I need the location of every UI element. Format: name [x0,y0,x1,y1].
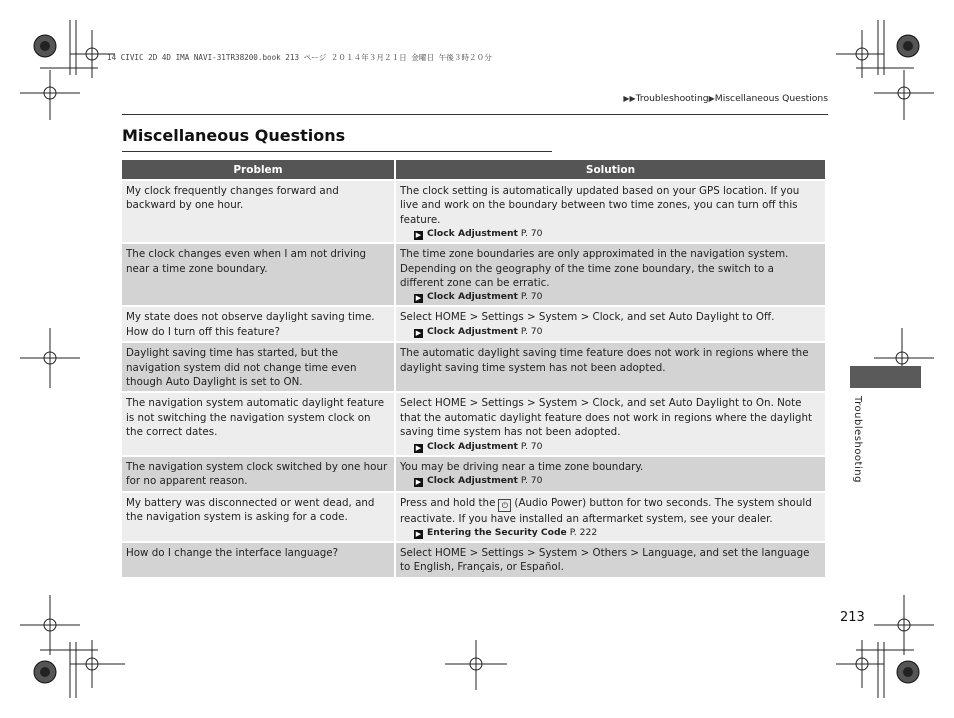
text: to [739,311,756,324]
keyword: Clock [592,397,621,410]
text: Select [400,397,436,410]
breadcrumb-current: Miscellaneous Questions [714,93,828,104]
keyword: Español [520,561,561,574]
cross-reference[interactable] [414,474,820,487]
xref-label: Clock Adjustment [427,228,518,240]
table-row [122,179,825,242]
solution-cell [396,242,825,305]
keyword: Français [457,561,500,574]
breadcrumb-separator: ▶ [708,94,715,103]
keyword: Language [642,546,694,559]
section-title: Miscellaneous Questions [122,126,346,145]
faq-table [122,160,825,577]
separator: > [577,311,593,324]
table-row [122,541,825,577]
solution-cell: The automatic daylight saving time feature does not work in regions where the daylight saving time system has not been adopted. [396,341,825,391]
power-icon: ⏻ [498,499,511,512]
keyword: Settings [481,311,524,324]
problem-cell: My battery was disconnected or went dead, and the navigation system is asking for a code. [122,491,396,541]
solution-text [400,310,820,324]
table-row [122,491,825,541]
separator: > [466,546,482,559]
arrow-right-icon: ▶ [415,294,422,303]
keyword: HOME [435,546,467,559]
text: . [299,376,303,389]
page-number: 213 [840,610,865,625]
keyword: HOME [435,311,467,324]
keyword: Clock [592,311,621,324]
keyword: System [538,397,578,410]
title-rule [122,151,552,152]
text: . Note that the automatic daylight feature does not work in regions where the daylight saving time system has not been adopted. [400,397,813,439]
solution-text [400,396,820,439]
xref-label: Clock Adjustment [427,325,518,337]
solution-text: You may be driving near a time zone boundary. [400,460,644,473]
solution-text: The time zone boundaries are only approximated in the navigation system. Depending on the geography of the time zone boundary, the switch to a different zone can be erratic. [400,248,789,290]
separator: > [466,311,482,324]
text: Select [400,311,436,324]
arrow-right-icon: ▶ [415,328,422,337]
problem-cell: The clock changes even when I am not driving near a time zone boundary. [122,242,396,305]
solution-cell [396,391,825,454]
text: is set to [236,376,284,389]
header-problem: Problem [122,160,396,179]
xref-page: P. 222 [569,526,598,538]
solution-cell [396,491,825,541]
header-rule [122,114,828,115]
xref-page: P. 70 [520,325,543,337]
table-row [122,391,825,454]
arrow-right-icon: ▶ [415,478,422,487]
arrow-right-icon: ▶ [415,529,422,538]
keyword: Others [592,546,628,559]
solution-cell [396,305,825,341]
keyword: English [413,561,451,574]
solution-text: The clock setting is automatically updated based on your GPS location. If you live and work on the boundary between two time zones, you can turn off this feature. [400,185,800,226]
keyword: Auto Daylight [668,311,740,324]
text: . [560,561,564,574]
separator: > [577,546,593,559]
text: Select [400,546,436,559]
cross-reference[interactable] [414,440,820,453]
keyword: Auto Daylight [668,397,740,410]
separator: > [466,397,482,410]
problem-cell: The navigation system clock switched by one hour for no apparent reason. [122,455,396,491]
xref-page: P. 70 [520,440,543,452]
text: , and set the language to [400,546,810,574]
xref-label: Clock Adjustment [427,475,518,487]
keyword: Settings [481,397,524,410]
solution-text [400,496,820,526]
xref-page: P. 70 [520,291,543,303]
keyword: System [538,311,578,324]
separator: > [523,311,539,324]
text: , and set [620,311,669,324]
table-row [122,242,825,305]
arrow-right-icon: ▶ [415,443,422,452]
xref-label: Entering the Security Code [427,526,567,538]
xref-label: Clock Adjustment [427,440,518,452]
table-row [122,305,825,341]
keyword: On [755,397,771,410]
cross-reference[interactable] [414,227,820,240]
problem-cell: How do I change the interface language? [122,541,396,577]
separator: , [450,561,458,574]
breadcrumb [623,93,828,104]
separator: , or [499,561,521,574]
separator: > [523,546,539,559]
problem-cell [122,341,396,391]
text: (Audio Power) button for two seconds. The system should reactivate. If you have installed an aftermarket system, see your dealer. [400,496,812,525]
keyword: ON [283,376,300,389]
solution-cell [396,541,825,577]
keyword: Settings [481,546,524,559]
text: Daylight saving time has started, but the navigation system did not change time even though [126,347,357,389]
header-solution: Solution [396,160,825,179]
solution-cell [396,455,825,491]
separator: > [627,546,643,559]
separator: > [523,397,539,410]
chapter-label: Troubleshooting [852,396,863,483]
keyword: Auto Daylight [165,376,237,389]
problem-cell: The navigation system automatic daylight feature is not switching the navigation system clock on the correct dates. [122,391,396,454]
table-row [122,455,825,491]
table-header-row [122,160,825,179]
keyword: System [538,546,578,559]
keyword: Off [755,311,772,324]
xref-page: P. 70 [520,228,543,240]
xref-label: Clock Adjustment [427,291,518,303]
problem-cell: My state does not observe daylight saving time. How do I turn off this feature? [122,305,396,341]
cross-reference[interactable] [414,325,820,338]
xref-page: P. 70 [520,475,543,487]
breadcrumb-arrows: ▶▶ [623,94,636,103]
separator: > [577,397,593,410]
problem-cell: My clock frequently changes forward and backward by one hour. [122,179,396,242]
cross-reference[interactable] [414,526,820,539]
text: Press and hold the [400,496,496,509]
text: to [739,397,756,410]
text: . [771,311,775,324]
chapter-tab[interactable] [850,366,921,388]
solution-cell [396,179,825,242]
breadcrumb-parent[interactable]: Troubleshooting [635,93,709,104]
keyword: HOME [435,397,467,410]
table-row [122,341,825,391]
print-header: 14 CIVIC 2D 4D IMA NAVI-31TR38200.book 213 ページ ２０１４年３月２１日 金曜日 午後３時２０分 [107,53,492,62]
text: , and set [620,397,669,410]
arrow-right-icon: ▶ [415,231,422,240]
cross-reference[interactable] [414,290,820,303]
